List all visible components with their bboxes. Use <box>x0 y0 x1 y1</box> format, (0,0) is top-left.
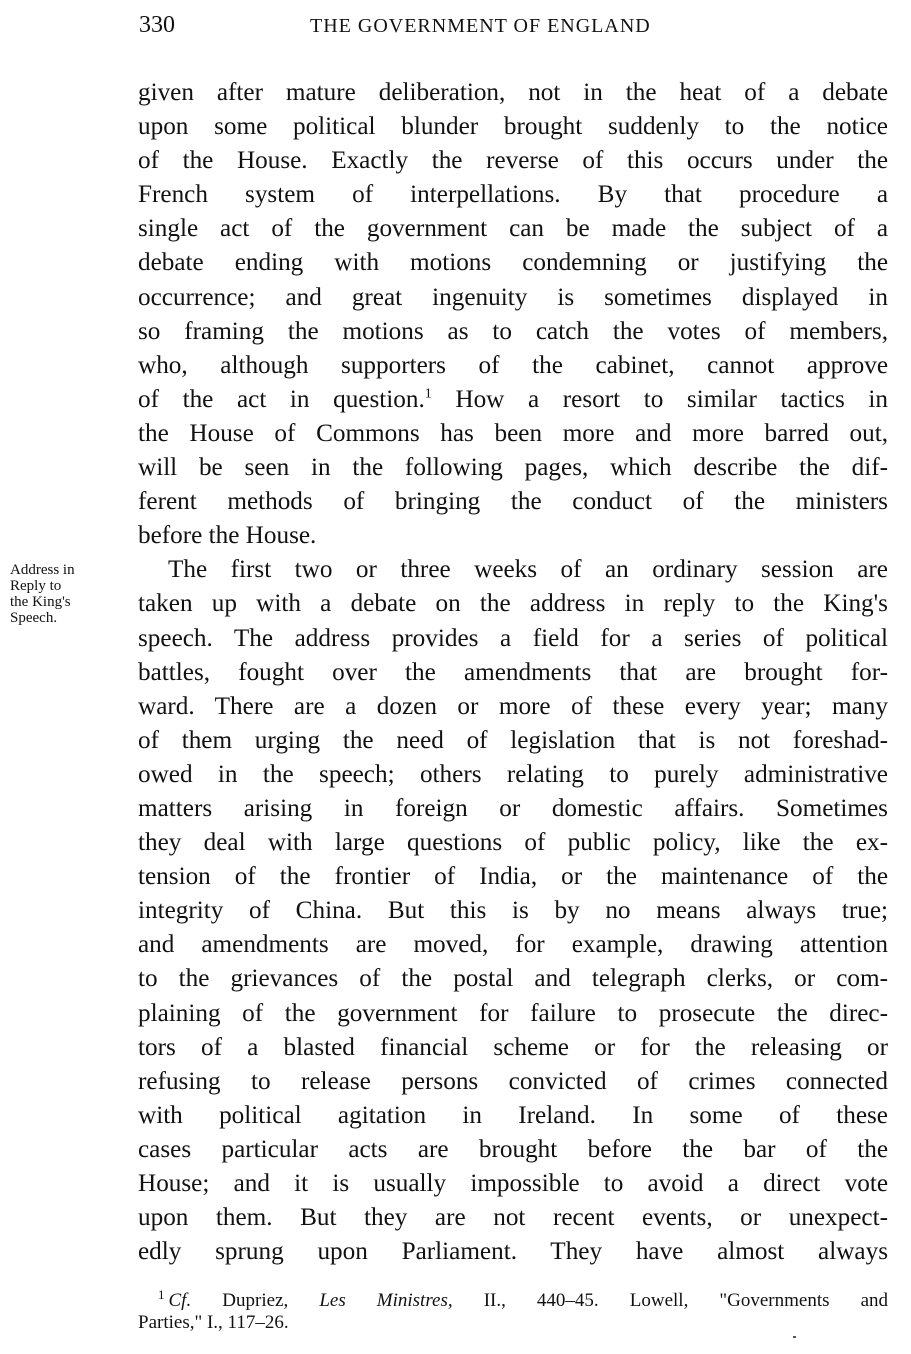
body-line: debate ending with motions condemning or justifying the <box>138 249 888 277</box>
body-line: with political agitation in Ireland. In some of these <box>138 1101 888 1129</box>
body-line: House; and it is usually impossible to avoid a direct vote <box>138 1170 888 1197</box>
body-line: ferent methods of bringing the conduct of the ministers <box>138 488 888 516</box>
running-head: THE GOVERNMENT OF ENGLAND <box>310 15 651 37</box>
body-line: will be seen in the following pages, which describe the dif- <box>138 454 888 482</box>
body-line: they deal with large questions of public policy, like the ex- <box>138 829 888 857</box>
body-line-with-footnote <box>138 383 888 417</box>
footnote <box>138 1286 889 1334</box>
page-mark <box>793 1336 796 1338</box>
body-line: cases particular acts are brought before the bar of the <box>138 1135 888 1163</box>
body-line: to the grievances of the postal and telegraph clerks, or com- <box>138 965 888 993</box>
body-line: upon them. But they are not recent events, or unexpect- <box>138 1204 888 1232</box>
body-line: owed in the speech; others relating to purely administrative <box>138 760 888 788</box>
page-number: 330 <box>139 12 175 38</box>
body-line: upon some political blunder brought suddenly to the notice <box>138 113 888 141</box>
body-line: who, although supporters of the cabinet, cannot approve <box>138 351 888 379</box>
body-line: so framing the motions as to catch the votes of members, <box>138 317 888 345</box>
side-note-line: the King's <box>10 594 71 610</box>
body-line: occurrence; and great ingenuity is sometimes displayed in <box>138 283 888 311</box>
body-line: of them urging the need of legislation that is not foreshad- <box>138 726 888 754</box>
footnote-marker: 1 <box>158 1286 165 1302</box>
footnote-line <box>138 1286 889 1312</box>
footnote-author: Dupriez, <box>222 1290 289 1311</box>
body-line: integrity of China. But this is by no means always true; <box>138 897 888 925</box>
body-line: before the House. <box>138 522 317 550</box>
footnote-citation: II., 440–45. <box>483 1290 599 1311</box>
body-line: and amendments are moved, for example, drawing attention <box>138 931 888 959</box>
body-line: edly sprung upon Parliament. They have almost always <box>138 1238 888 1266</box>
side-note <box>10 562 130 626</box>
body-line: speech. The address provides a field for a series of political <box>138 624 888 652</box>
body-line: taken up with a debate on the address in reply to the King's <box>138 590 888 618</box>
body-text <box>138 76 888 1269</box>
body-line: of the House. Exactly the reverse of this occurs under the <box>138 147 888 175</box>
body-line: refusing to release persons convicted of crimes connected <box>138 1067 888 1095</box>
footnote-author: Lowell, "Governments and <box>629 1290 889 1311</box>
body-line: matters arising in foreign or domestic affairs. Sometimes <box>138 794 888 822</box>
footnote-cf: Cf. <box>168 1290 192 1311</box>
body-line: French system of interpellations. By that procedure a <box>138 181 888 209</box>
body-line: battles, fought over the amendments that are brought for- <box>138 658 888 686</box>
body-line: the House of Commons has been more and more barred out, <box>138 419 888 447</box>
footnote-work-title: Les Ministres, <box>319 1290 453 1311</box>
body-line: single act of the government can be made the subject of a <box>138 215 888 243</box>
body-line: The first two or three weeks of an ordinary session are <box>168 556 888 584</box>
side-note-line: Reply to <box>10 578 62 594</box>
body-line: plaining of the government for failure to prosecute the direc- <box>138 999 888 1027</box>
footnote-line: Parties," I., 117–26. <box>138 1312 289 1333</box>
side-note-line: Address in <box>10 562 75 578</box>
body-line: tors of a blasted financial scheme or for the releasing or <box>138 1033 888 1061</box>
body-line-part: How a resort to similar tactics in <box>455 385 888 413</box>
body-line: ward. There are a dozen or more of these every year; many <box>138 692 888 720</box>
footnote-reference: 1 <box>424 386 432 402</box>
body-line: given after mature deliberation, not in the heat of a debate <box>138 79 888 106</box>
body-line-part: of the act in question. <box>138 385 425 413</box>
body-line: tension of the frontier of India, or the maintenance of the <box>138 863 888 891</box>
side-note-line: Speech. <box>10 610 58 626</box>
